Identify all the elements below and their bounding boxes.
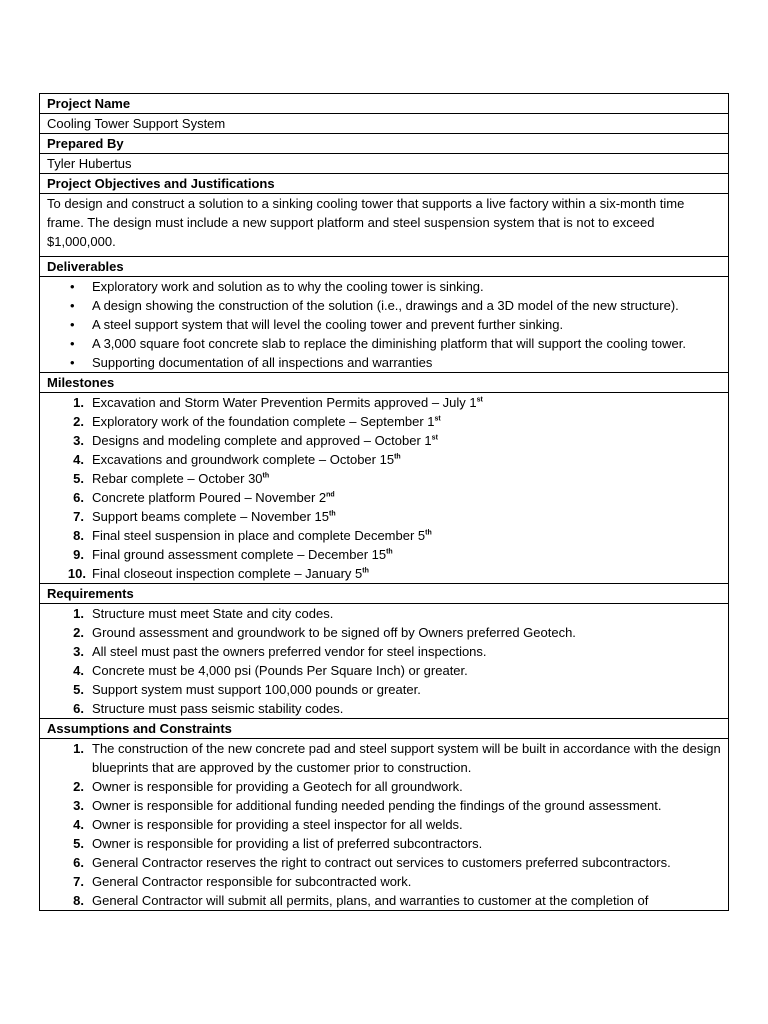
requirement-item [40, 623, 728, 642]
milestone-text: Excavations and groundwork complete – October 15 [92, 452, 395, 467]
project-name-label: Project Name [40, 94, 728, 114]
assumptions-section [40, 739, 728, 910]
assumption-number: 6. [73, 855, 84, 870]
milestones-list [40, 393, 728, 583]
assumption-number: 7. [73, 874, 84, 889]
deliverable-item: • A steel support system that will level the cooling tower and prevent further sinking. [40, 315, 728, 334]
requirements-label: Requirements [40, 584, 728, 604]
assumption-item [40, 796, 728, 815]
objectives-text: To design and construct a solution to a sinking cooling tower that supports a live factory within a six-month time frame. The design must include a new support platform and steel suspension system that is not to exceed $1,000,000. [40, 194, 728, 257]
milestone-suffix: th [329, 510, 336, 518]
requirement-text: Concrete must be 4,000 psi (Pounds Per Square Inch) or greater. [92, 663, 468, 678]
project-name-value: Cooling Tower Support System [40, 114, 728, 134]
requirement-item [40, 699, 728, 718]
requirement-text: Ground assessment and groundwork to be signed off by Owners preferred Geotech. [92, 625, 576, 640]
assumption-number: 2. [73, 779, 84, 794]
milestones-section [40, 393, 728, 584]
assumption-text: The construction of the new concrete pad and steel support system will be built in accordance with the design blueprints that are approved by the customer prior to construction. [92, 741, 721, 775]
milestone-number: 5. [73, 471, 84, 486]
prepared-by-value: Tyler Hubertus [40, 154, 728, 174]
requirement-item [40, 661, 728, 680]
milestone-suffix: st [476, 396, 483, 404]
milestone-number: 6. [73, 490, 84, 505]
assumption-number: 4. [73, 817, 84, 832]
milestone-text: Designs and modeling complete and approved – October 1 [92, 433, 432, 448]
project-charter-table [39, 93, 729, 911]
milestone-item [40, 450, 728, 469]
assumption-number: 8. [73, 893, 84, 908]
deliverable-item: • Exploratory work and solution as to why the cooling tower is sinking. [40, 277, 728, 296]
milestone-item [40, 545, 728, 564]
deliverable-item: • A 3,000 square foot concrete slab to replace the diminishing platform that will support the cooling tower. [40, 334, 728, 353]
milestone-text: Excavation and Storm Water Prevention Permits approved – July 1 [92, 395, 477, 410]
requirement-number: 4. [73, 663, 84, 678]
deliverable-item: • Supporting documentation of all inspections and warranties [40, 353, 728, 372]
deliverable-item: • A design showing the construction of the solution (i.e., drawings and a 3D model of the new structure). [40, 296, 728, 315]
assumption-item [40, 872, 728, 891]
assumption-text: Owner is responsible for providing a Geotech for all groundwork. [92, 779, 463, 794]
milestone-text: Rebar complete – October 30 [92, 471, 263, 486]
milestone-suffix: th [425, 529, 432, 537]
milestone-number: 2. [73, 414, 84, 429]
milestone-suffix: st [431, 434, 438, 442]
assumption-text: General Contractor will submit all permits, plans, and warranties to customer at the completion of [92, 893, 649, 908]
deliverables-label: Deliverables [40, 257, 728, 277]
requirement-text: Structure must meet State and city codes. [92, 606, 334, 621]
milestone-suffix: th [262, 472, 270, 480]
milestone-number: 4. [73, 452, 84, 467]
assumption-number: 3. [73, 798, 84, 813]
milestone-number: 3. [73, 433, 84, 448]
objectives-label: Project Objectives and Justifications [40, 174, 728, 194]
requirement-number: 3. [73, 644, 84, 659]
requirement-text: Support system must support 100,000 pounds or greater. [92, 682, 421, 697]
milestone-number: 7. [73, 509, 84, 524]
requirements-list [40, 604, 728, 718]
milestones-label: Milestones [40, 373, 728, 393]
milestone-suffix: st [434, 415, 441, 423]
milestone-item [40, 469, 728, 488]
milestone-item [40, 488, 728, 507]
deliverables-section [40, 277, 728, 373]
milestone-suffix: th [394, 453, 401, 461]
assumption-item [40, 891, 728, 910]
milestone-suffix: th [362, 567, 369, 575]
requirement-text: Structure must pass seismic stability codes. [92, 701, 344, 716]
assumption-item [40, 815, 728, 834]
assumptions-label: Assumptions and Constraints [40, 719, 728, 739]
assumption-item [40, 853, 728, 872]
requirement-number: 2. [73, 625, 84, 640]
requirement-text: All steel must past the owners preferred vendor for steel inspections. [92, 644, 487, 659]
assumption-text: Owner is responsible for additional funding needed pending the findings of the ground assessment. [92, 798, 662, 813]
assumption-number: 5. [73, 836, 84, 851]
assumption-item [40, 777, 728, 796]
assumption-number: 1. [73, 741, 84, 756]
requirement-item [40, 680, 728, 699]
requirement-item [40, 642, 728, 661]
milestone-text: Concrete platform Poured – November 2 [92, 490, 327, 505]
assumption-text: General Contractor responsible for subcontracted work. [92, 874, 412, 889]
milestone-text: Support beams complete – November 15 [92, 509, 330, 524]
milestone-number: 9. [73, 547, 84, 562]
milestone-item [40, 564, 728, 583]
prepared-by-label: Prepared By [40, 134, 728, 154]
milestone-suffix: th [386, 548, 393, 556]
requirement-number: 6. [73, 701, 84, 716]
milestone-number: 1. [73, 395, 84, 410]
assumption-item [40, 739, 728, 777]
requirement-number: 1. [73, 606, 84, 621]
assumption-item [40, 834, 728, 853]
assumption-text: Owner is responsible for providing a steel inspector for all welds. [92, 817, 463, 832]
requirement-item [40, 604, 728, 623]
milestone-item [40, 412, 728, 431]
milestone-text: Final ground assessment complete – December 15 [92, 547, 387, 562]
milestone-item [40, 507, 728, 526]
milestone-item [40, 526, 728, 545]
milestone-text: Final closeout inspection complete – January 5 [92, 566, 363, 581]
requirements-section [40, 604, 728, 719]
requirement-number: 5. [73, 682, 84, 697]
milestone-text: Final steel suspension in place and complete December 5 [92, 528, 426, 543]
milestone-item [40, 431, 728, 450]
milestone-item [40, 393, 728, 412]
assumption-text: Owner is responsible for providing a list of preferred subcontractors. [92, 836, 483, 851]
assumptions-list [40, 739, 728, 910]
milestone-number: 10. [67, 566, 86, 581]
deliverables-list [40, 277, 728, 372]
milestone-suffix: nd [326, 491, 335, 499]
milestone-number: 8. [73, 528, 84, 543]
assumption-text: General Contractor reserves the right to contract out services to customers preferred subcontractors. [92, 855, 671, 870]
milestone-text: Exploratory work of the foundation complete – September 1 [92, 414, 435, 429]
